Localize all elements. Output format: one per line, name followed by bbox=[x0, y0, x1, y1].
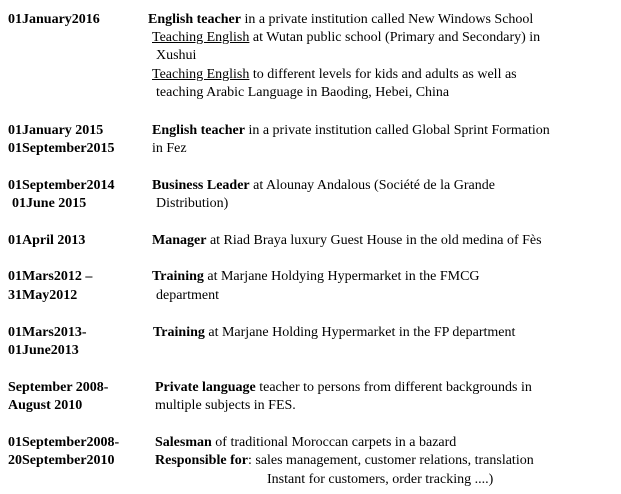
entry-date: August 2010 bbox=[8, 398, 83, 413]
entry-text: at Alounay Andalous (Société de la Grande bbox=[249, 178, 495, 193]
role-title: Responsible for bbox=[155, 453, 248, 468]
entry-text: teaching Arabic Language in Baoding, Hebei, China bbox=[156, 85, 450, 100]
entry-line bbox=[156, 287, 219, 304]
entry-date: 01January 2015 bbox=[8, 123, 104, 138]
entry-date: September 2008- bbox=[8, 380, 109, 395]
entry-text: Distribution) bbox=[156, 196, 229, 211]
entry-line bbox=[148, 11, 533, 28]
entry-text: : sales management, customer relations, translation bbox=[247, 453, 534, 468]
entry-line bbox=[152, 177, 495, 194]
entry-date: 31May2012 bbox=[8, 288, 78, 303]
role-title: Training bbox=[153, 325, 205, 340]
entry-date: 01September2014 bbox=[8, 178, 115, 193]
entry-text: department bbox=[156, 288, 219, 303]
entry-line bbox=[156, 84, 449, 101]
entry-line bbox=[152, 29, 540, 46]
entry-date: 01Mars2012 – bbox=[8, 269, 93, 284]
entry-date: 20September2010 bbox=[8, 453, 115, 468]
underlined-phrase: Teaching English bbox=[152, 67, 250, 82]
entry-line bbox=[155, 434, 456, 451]
entry-text: in a private institution called New Windows School bbox=[240, 12, 534, 27]
entry-date: 01Mars2013- bbox=[8, 325, 87, 340]
entry-date: 01June 2015 bbox=[12, 196, 87, 211]
entry-line bbox=[152, 232, 542, 249]
entry-line bbox=[156, 47, 196, 64]
role-title: Business Leader bbox=[152, 178, 250, 193]
entry-text: at Wutan public school (Primary and Secondary) in bbox=[249, 30, 541, 45]
entry-text: in a private institution called Global Sprint Formation bbox=[244, 123, 550, 138]
entry-date: 01January2016 bbox=[8, 12, 100, 27]
entry-line bbox=[152, 140, 187, 157]
entry-line bbox=[155, 379, 532, 396]
role-title: English teacher bbox=[148, 12, 241, 27]
role-title: Training bbox=[152, 269, 204, 284]
entry-date: 01September2008- bbox=[8, 435, 120, 450]
entry-text: Instant for customers, order tracking ....) bbox=[267, 472, 494, 487]
underlined-phrase: Teaching English bbox=[152, 30, 250, 45]
entry-line bbox=[152, 66, 517, 83]
entry-date: 01April 2013 bbox=[8, 233, 86, 248]
entry-text: at Marjane Holding Hypermarket in the FP department bbox=[204, 325, 516, 340]
role-title: Salesman bbox=[155, 435, 212, 450]
role-title: Private language bbox=[155, 380, 256, 395]
entry-line bbox=[267, 471, 493, 488]
role-title: Manager bbox=[152, 233, 207, 248]
entry-date: 01September2015 bbox=[8, 141, 115, 156]
entry-line bbox=[155, 397, 296, 414]
entry-text: at Riad Braya luxury Guest House in the old medina of Fès bbox=[206, 233, 542, 248]
entry-text: in Fez bbox=[152, 141, 187, 156]
entry-line bbox=[156, 195, 228, 212]
entry-line bbox=[152, 122, 550, 139]
entry-line bbox=[153, 324, 515, 341]
entry-text: multiple subjects in FES. bbox=[155, 398, 296, 413]
entry-line bbox=[155, 452, 534, 469]
role-title: English teacher bbox=[152, 123, 245, 138]
entry-text: of traditional Moroccan carpets in a bazard bbox=[211, 435, 457, 450]
entry-line bbox=[152, 268, 480, 285]
entry-date: 01June2013 bbox=[8, 343, 79, 358]
entry-text: teacher to persons from different backgrounds in bbox=[255, 380, 532, 395]
entry-text: Xushui bbox=[156, 48, 197, 63]
entry-text: to different levels for kids and adults as well as bbox=[249, 67, 517, 82]
entry-text: at Marjane Holdying Hypermarket in the FMCG bbox=[203, 269, 480, 284]
